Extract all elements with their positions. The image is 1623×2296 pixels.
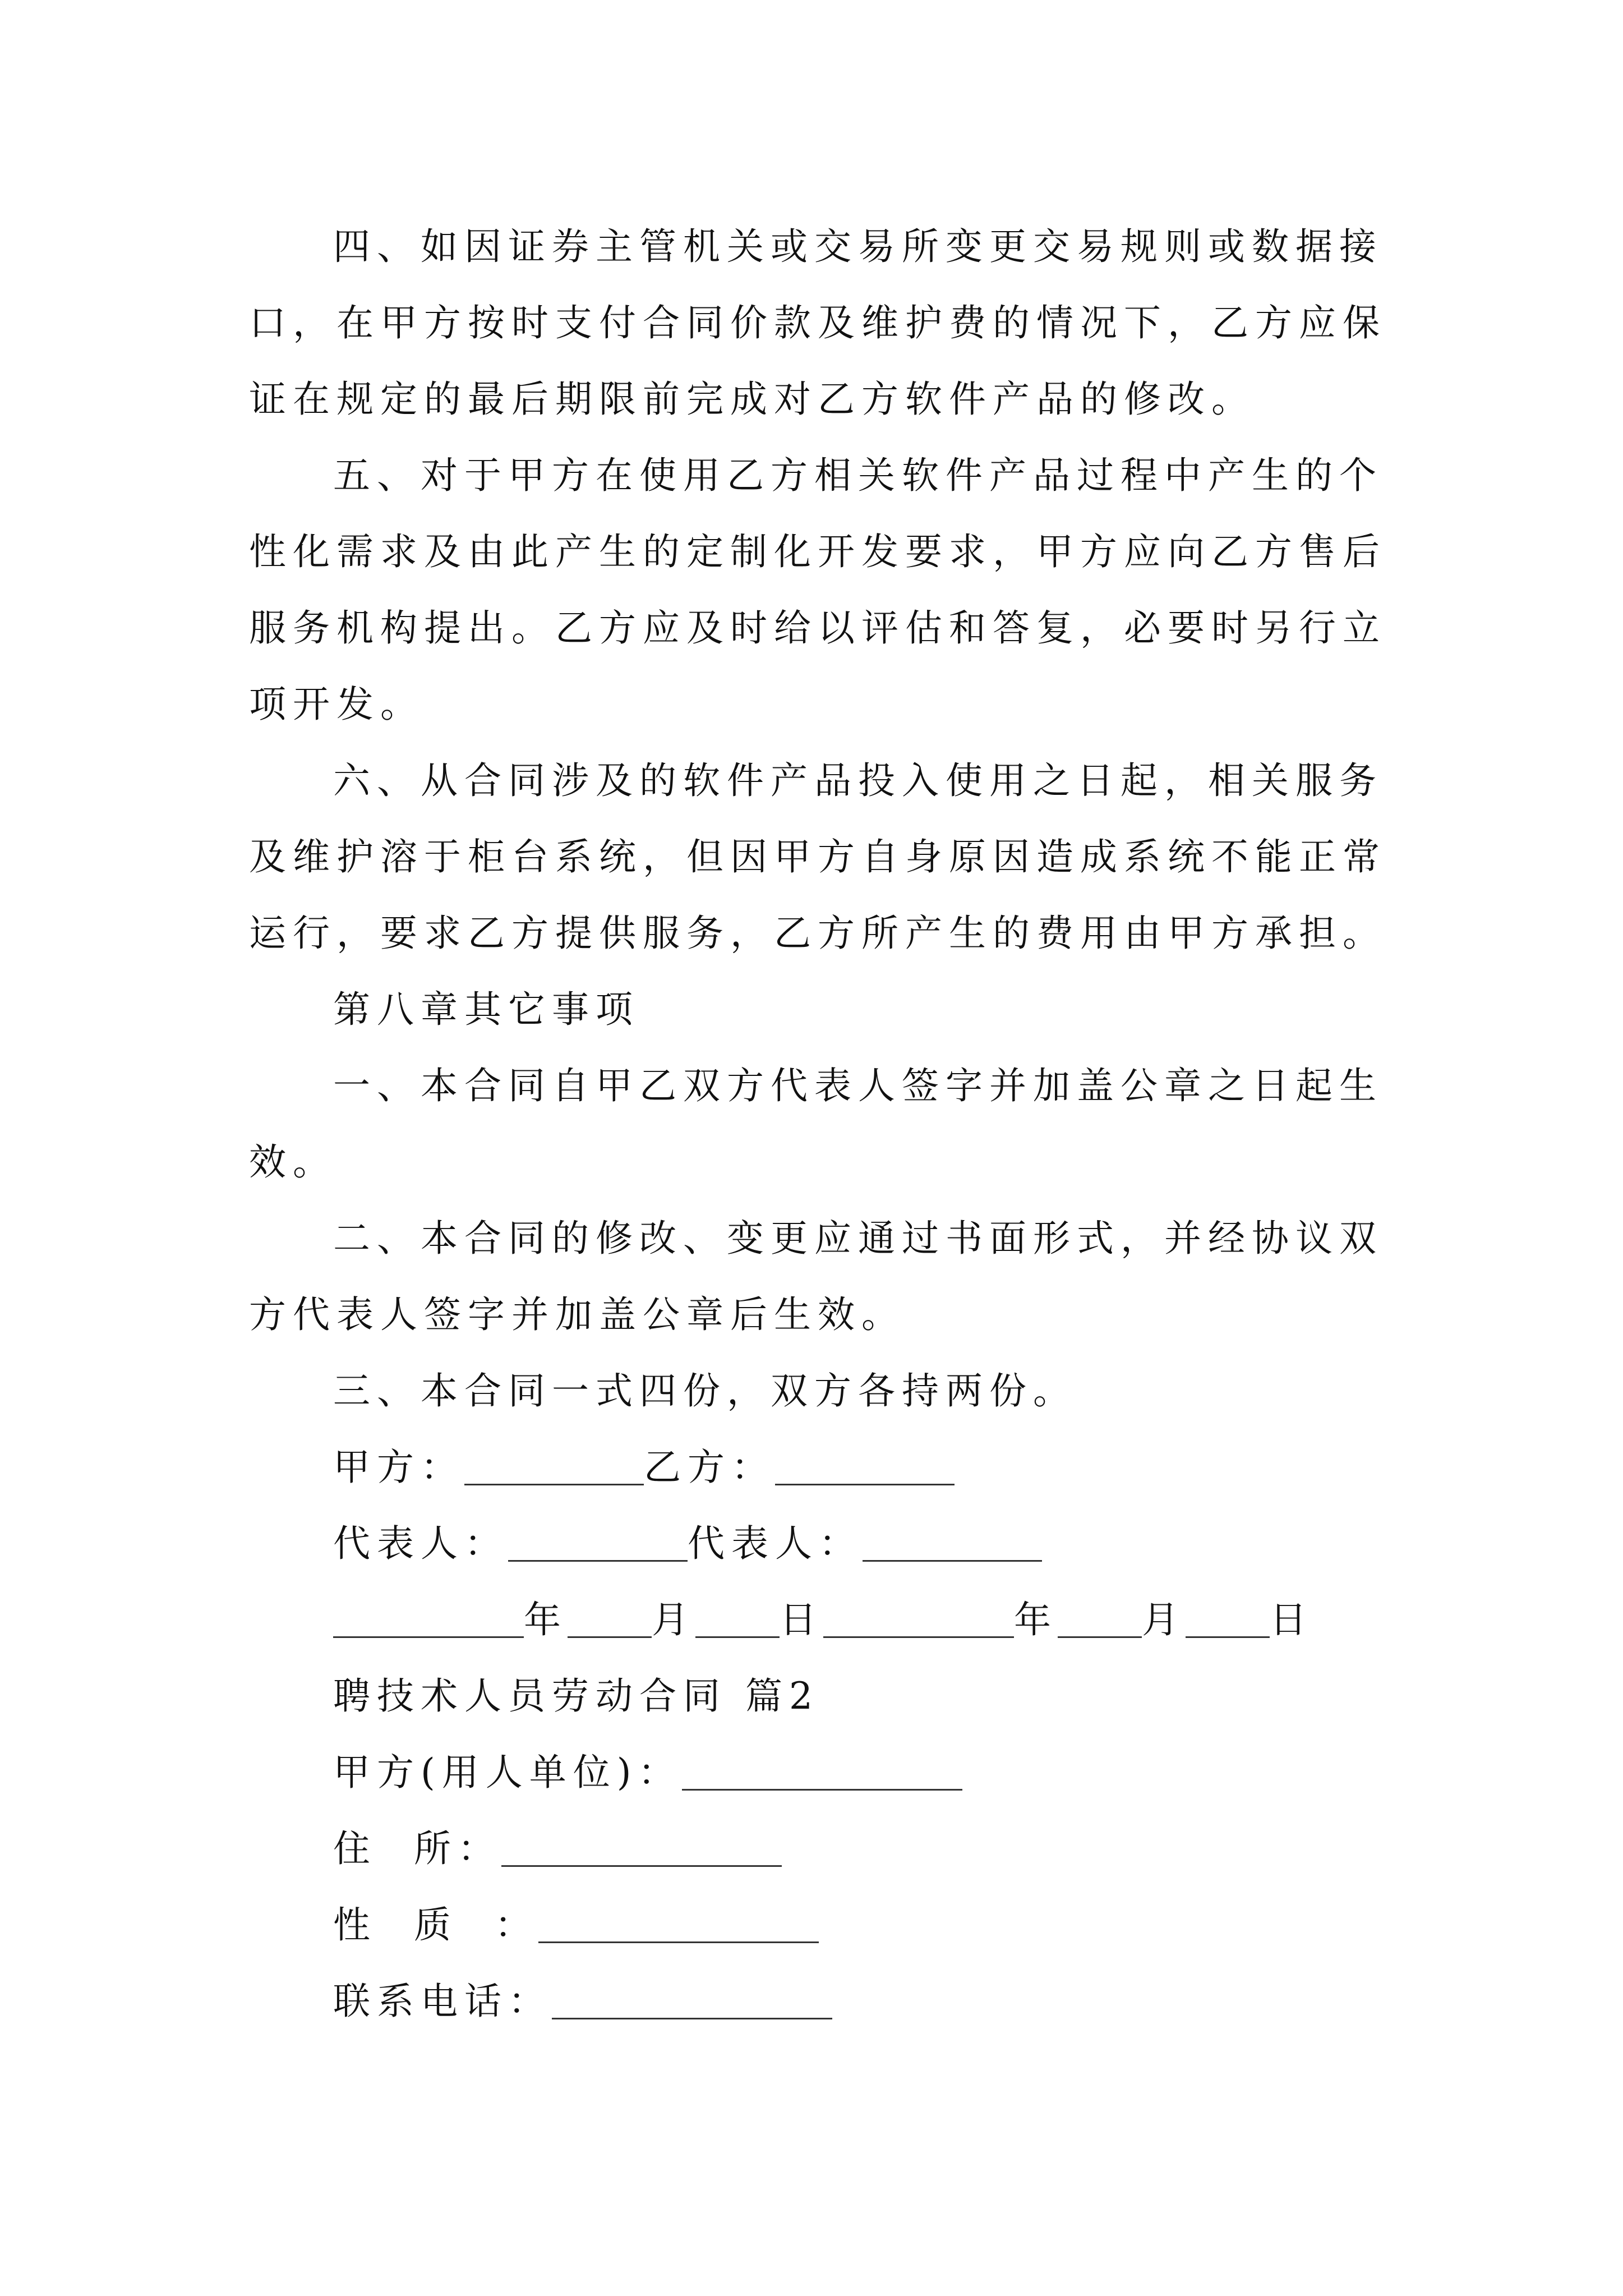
date-a-year-label: 年	[524, 1598, 568, 1641]
party-a-label: 甲方：	[333, 1446, 464, 1489]
document-page	[249, 209, 1393, 2040]
employer-row	[249, 1734, 1393, 1811]
section-2-title: 聘技术人员劳动合同 篇2	[333, 1674, 819, 1718]
nature-row	[249, 1887, 1393, 1963]
date-a-day-blank	[695, 1597, 780, 1638]
chapter-8-clause-2-line-2: 方代表人签字并加盖公章后生效。	[249, 1293, 905, 1336]
chapter-8-title: 第八章其它事项	[333, 988, 639, 1031]
rep-b-blank	[863, 1521, 1042, 1562]
party-b-label: 乙方：	[644, 1446, 775, 1489]
phone-row	[249, 1963, 1393, 2040]
rep-a-label: 代表人：	[333, 1522, 508, 1565]
clause-6-line-2: 及维护溶于柜台系统，但因甲方自身原因造成系统不能正常	[249, 835, 1386, 878]
signature-parties-row	[249, 1429, 1393, 1506]
date-a-month-label: 月	[652, 1598, 695, 1641]
signature-representatives-row	[249, 1506, 1393, 1582]
date-b-month-label: 月	[1142, 1598, 1186, 1641]
address-row	[249, 1811, 1393, 1887]
chapter-8-clause-1-line-1: 一、本合同自甲乙双方代表人签字并加盖公章之日起生	[333, 1064, 1383, 1107]
signature-dates-row	[249, 1582, 1393, 1658]
date-b-year-blank	[823, 1597, 1014, 1638]
address-label: 住 所：	[333, 1827, 501, 1870]
chapter-8-clause-1-line-2: 效。	[249, 1140, 336, 1184]
employer-blank	[682, 1750, 962, 1791]
nature-blank	[538, 1902, 819, 1943]
rep-a-blank	[508, 1521, 688, 1562]
clause-5-line-3: 服务机构提出。乙方应及时给以评估和答复，必要时另行立	[249, 606, 1386, 650]
chapter-8-clause-2-line-1: 二、本合同的修改、变更应通过书面形式，并经协议双	[333, 1217, 1383, 1260]
rep-b-label: 代表人：	[688, 1522, 863, 1565]
date-a-month-blank	[568, 1597, 652, 1638]
clause-5-line-4: 项开发。	[249, 683, 424, 726]
clause-5-line-2: 性化需求及由此产生的定制化开发要求，甲方应向乙方售后	[249, 530, 1386, 573]
party-b-blank	[775, 1444, 955, 1485]
clause-4-line-3: 证在规定的最后期限前完成对乙方软件产品的修改。	[249, 378, 1255, 421]
clause-4-line-1: 四、如因证券主管机关或交易所变更交易规则或数据接	[333, 225, 1383, 268]
date-b-year-label: 年	[1014, 1598, 1058, 1641]
date-a-day-label: 日	[780, 1598, 823, 1641]
date-b-day-blank	[1186, 1597, 1270, 1638]
phone-label: 联系电话：	[333, 1980, 552, 2023]
chapter-8-clause-3: 三、本合同一式四份，双方各持两份。	[333, 1369, 1077, 1412]
date-b-day-label: 日	[1270, 1598, 1313, 1641]
clause-6-line-3: 运行，要求乙方提供服务，乙方所产生的费用由甲方承担。	[249, 912, 1386, 955]
clause-5-line-1: 五、对于甲方在使用乙方相关软件产品过程中产生的个	[333, 454, 1383, 497]
date-a-year-blank	[333, 1597, 524, 1638]
address-blank	[501, 1826, 782, 1867]
clause-6-line-1: 六、从合同涉及的软件产品投入使用之日起，相关服务	[333, 759, 1383, 802]
clause-4-line-2: 口，在甲方按时支付合同价款及维护费的情况下，乙方应保	[249, 301, 1386, 344]
employer-label: 甲方(用人单位)：	[333, 1751, 682, 1794]
date-b-month-blank	[1058, 1597, 1142, 1638]
phone-blank	[552, 1978, 832, 2019]
nature-label: 性 质 ：	[333, 1903, 538, 1947]
party-a-blank	[464, 1444, 644, 1485]
